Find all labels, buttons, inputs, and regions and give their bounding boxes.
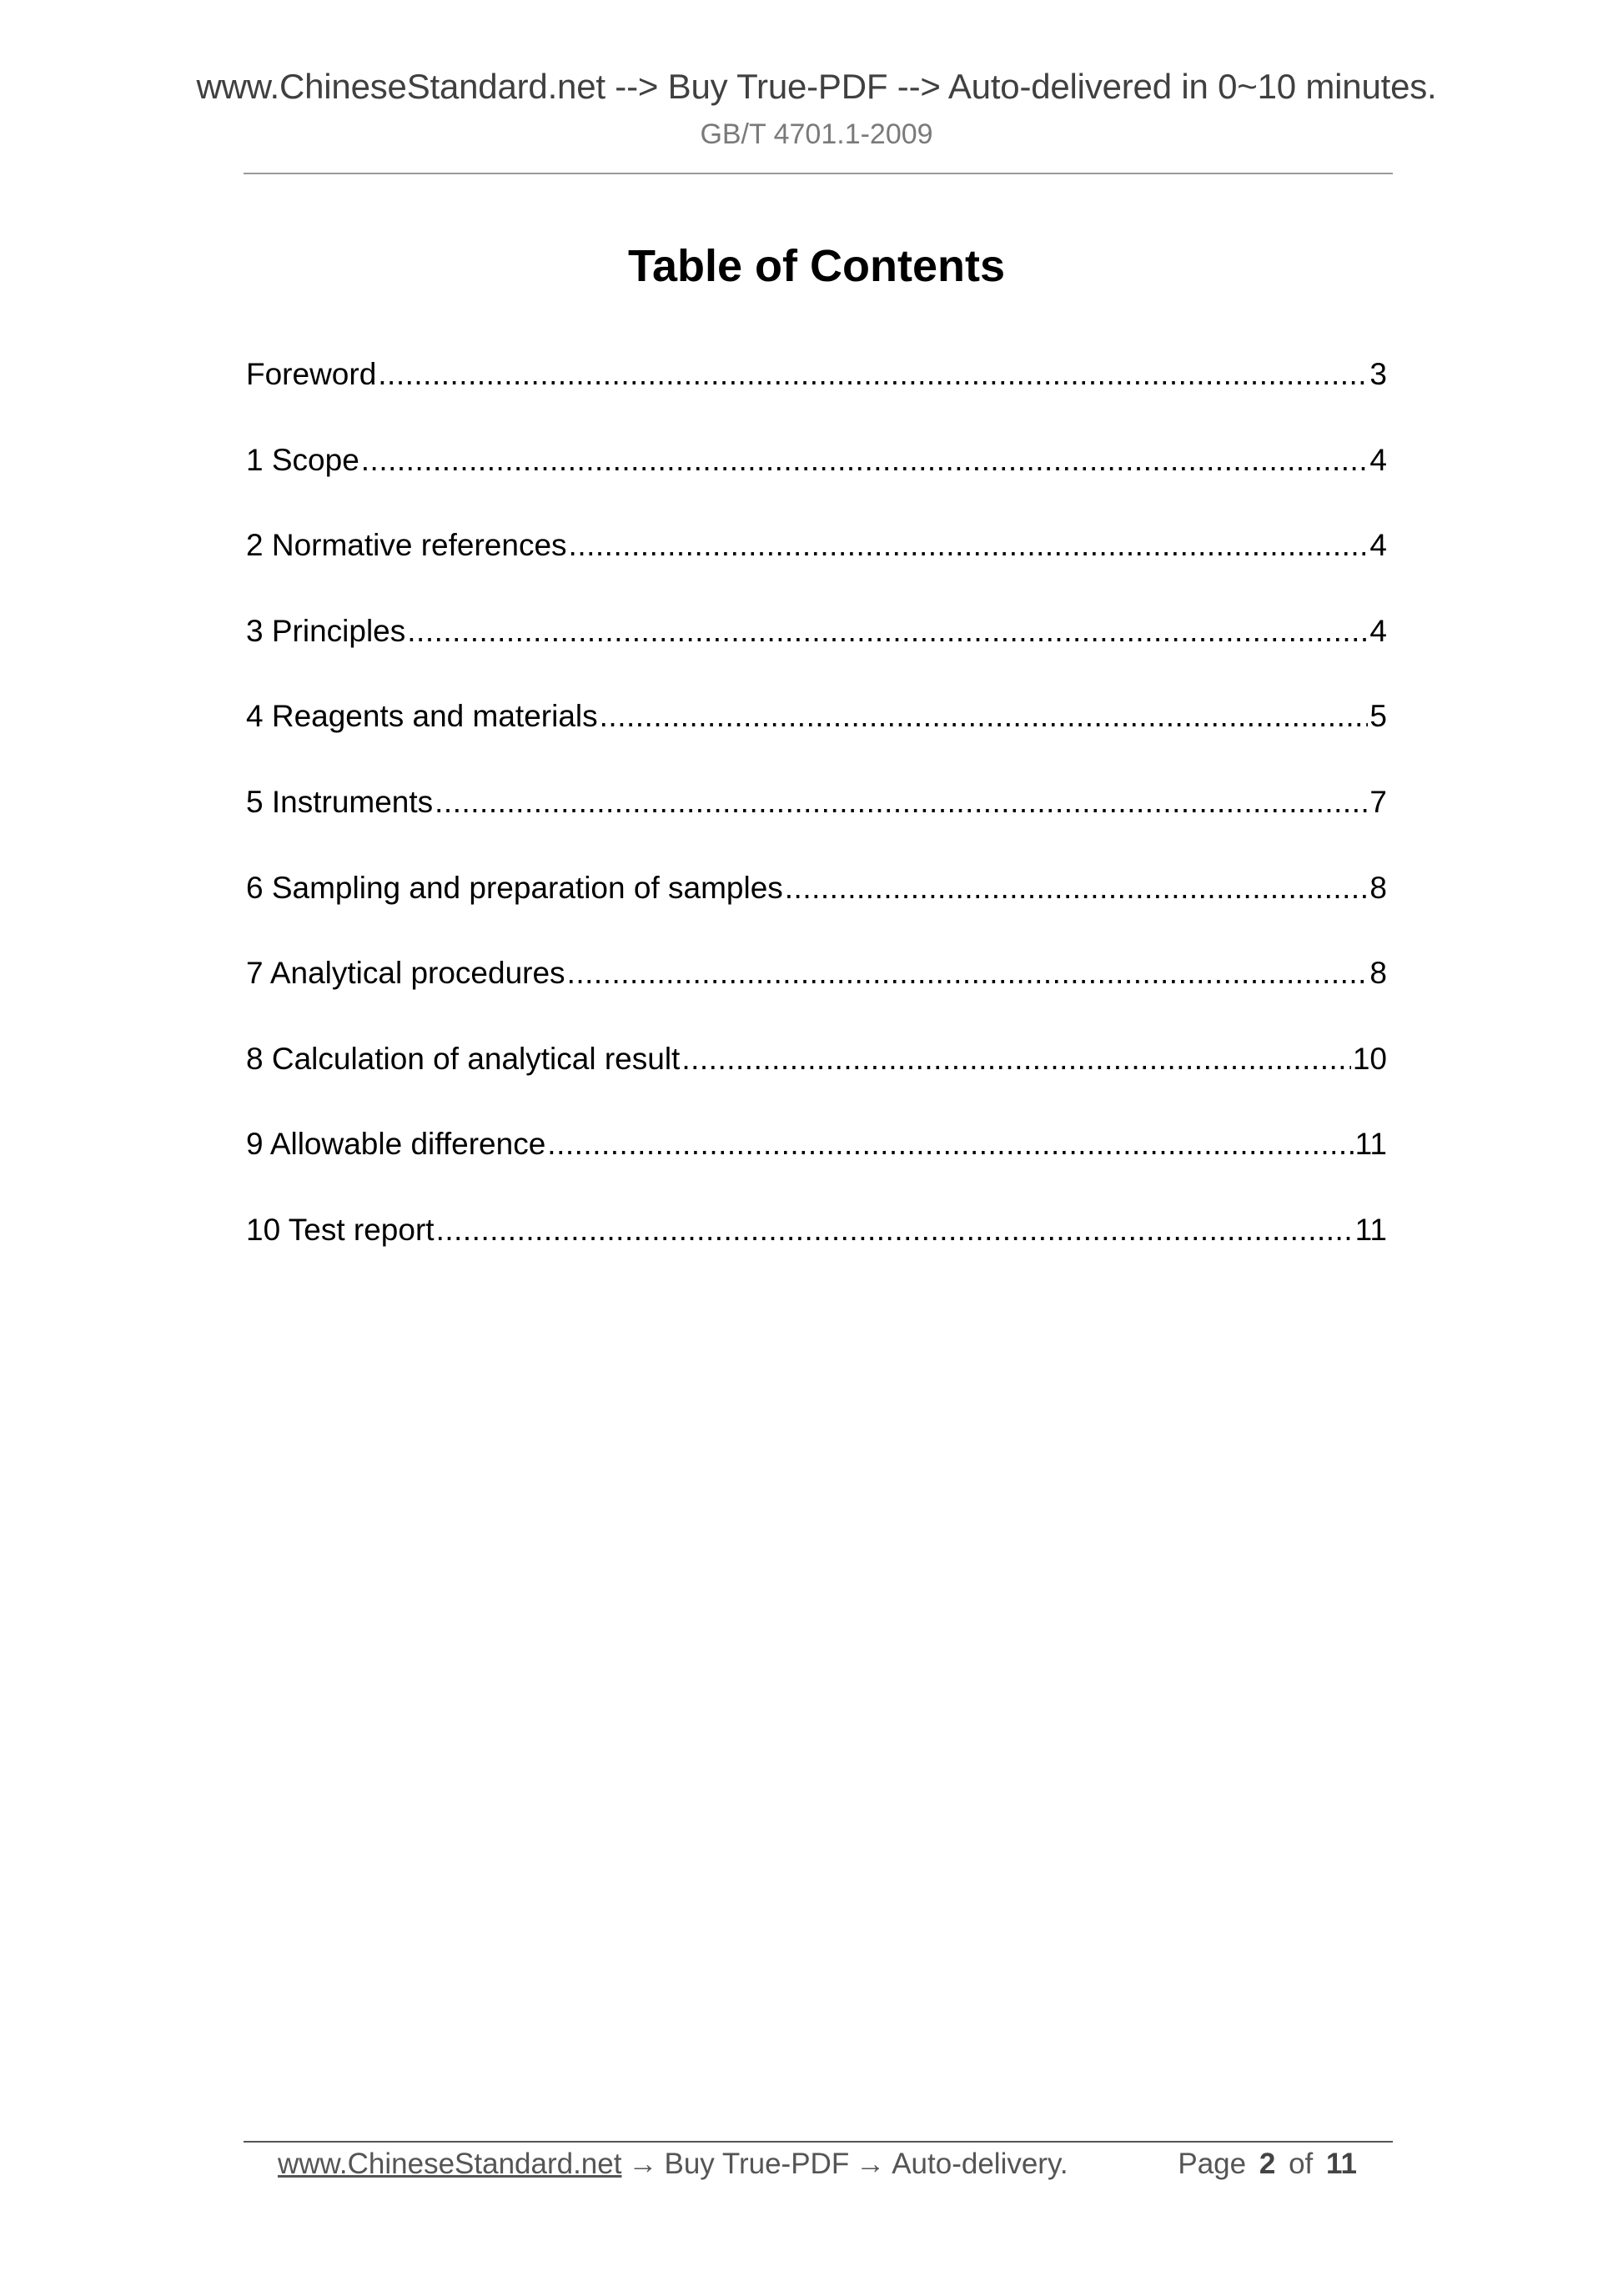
toc-entry-page: 4 bbox=[1369, 442, 1387, 477]
toc-entry[interactable] bbox=[246, 696, 1387, 782]
toc-entry[interactable] bbox=[246, 1210, 1387, 1296]
header-banner: www.ChineseStandard.net --> Buy True-PDF --> Auto-delivered in 0~10 minutes. bbox=[196, 67, 1437, 106]
page-word: Page bbox=[1178, 2148, 1247, 2180]
toc-entry-page: 7 bbox=[1369, 784, 1387, 819]
toc-entry-label: 3 Principles bbox=[246, 613, 406, 648]
dot-leader bbox=[361, 440, 1369, 480]
toc-entry[interactable] bbox=[246, 611, 1387, 697]
toc-entry-label: 6 Sampling and preparation of samples bbox=[246, 870, 783, 905]
current-page: 2 bbox=[1259, 2148, 1276, 2180]
toc-entry-label: 5 Instruments bbox=[246, 784, 434, 819]
page-number bbox=[1178, 2148, 1362, 2181]
toc-entry-label: 2 Normative references bbox=[246, 528, 567, 563]
toc-entry-page: 8 bbox=[1369, 870, 1387, 905]
dot-leader bbox=[681, 1039, 1351, 1079]
toc-entry[interactable] bbox=[246, 525, 1387, 611]
total-pages: 11 bbox=[1326, 2148, 1357, 2180]
toc-entry-page: 10 bbox=[1352, 1041, 1387, 1076]
toc-entry[interactable] bbox=[246, 354, 1387, 440]
toc-entry[interactable] bbox=[246, 782, 1387, 868]
toc-entry[interactable] bbox=[246, 440, 1387, 526]
dot-leader bbox=[600, 696, 1369, 736]
auto-delivery-text: Auto-delivery. bbox=[892, 2148, 1068, 2180]
toc-entry-label: Foreword bbox=[246, 357, 377, 391]
dot-leader bbox=[785, 868, 1369, 908]
toc-entry-label: 9 Allowable difference bbox=[246, 1127, 546, 1162]
toc-entry-label: 4 Reagents and materials bbox=[246, 699, 598, 734]
dot-leader bbox=[407, 611, 1368, 651]
toc-entry-page: 4 bbox=[1369, 528, 1387, 563]
dot-leader bbox=[435, 782, 1368, 822]
toc-entry-label: 8 Calculation of analytical result bbox=[246, 1041, 681, 1076]
chinesestandard-link[interactable]: www.ChineseStandard.net bbox=[278, 2148, 622, 2180]
buy-true-pdf-text: Buy True-PDF bbox=[664, 2148, 850, 2180]
toc-entry[interactable] bbox=[246, 1039, 1387, 1125]
toc-entry-label: 1 Scope bbox=[246, 442, 359, 477]
dot-leader bbox=[378, 354, 1368, 394]
dot-leader bbox=[569, 525, 1369, 565]
toc-entry-page: 4 bbox=[1369, 613, 1387, 648]
toc-entry[interactable] bbox=[246, 953, 1387, 1039]
toc-entry[interactable] bbox=[246, 868, 1387, 954]
page-title: Table of Contents bbox=[628, 241, 1005, 291]
toc-entry-page: 11 bbox=[1354, 1127, 1387, 1162]
standard-code: GB/T 4701.1-2009 bbox=[700, 118, 933, 150]
arrow-right-icon: → bbox=[628, 2148, 658, 2180]
toc-entry-page: 11 bbox=[1354, 1212, 1387, 1247]
toc-entry-page: 8 bbox=[1369, 956, 1387, 991]
dot-leader bbox=[547, 1124, 1353, 1164]
dot-leader bbox=[436, 1210, 1354, 1250]
table-of-contents bbox=[246, 354, 1387, 1296]
page-footer bbox=[278, 2143, 1362, 2185]
dot-leader bbox=[567, 953, 1369, 993]
toc-entry-label: 10 Test report bbox=[246, 1212, 435, 1247]
toc-entry-page: 3 bbox=[1369, 357, 1387, 391]
footer-divider bbox=[244, 2141, 1393, 2143]
toc-entry-label: 7 Analytical procedures bbox=[246, 956, 565, 991]
header-divider bbox=[244, 173, 1393, 174]
of-word: of bbox=[1289, 2148, 1314, 2180]
arrow-right-icon: → bbox=[856, 2148, 886, 2180]
toc-entry[interactable] bbox=[246, 1124, 1387, 1210]
toc-entry-page: 5 bbox=[1369, 699, 1387, 734]
